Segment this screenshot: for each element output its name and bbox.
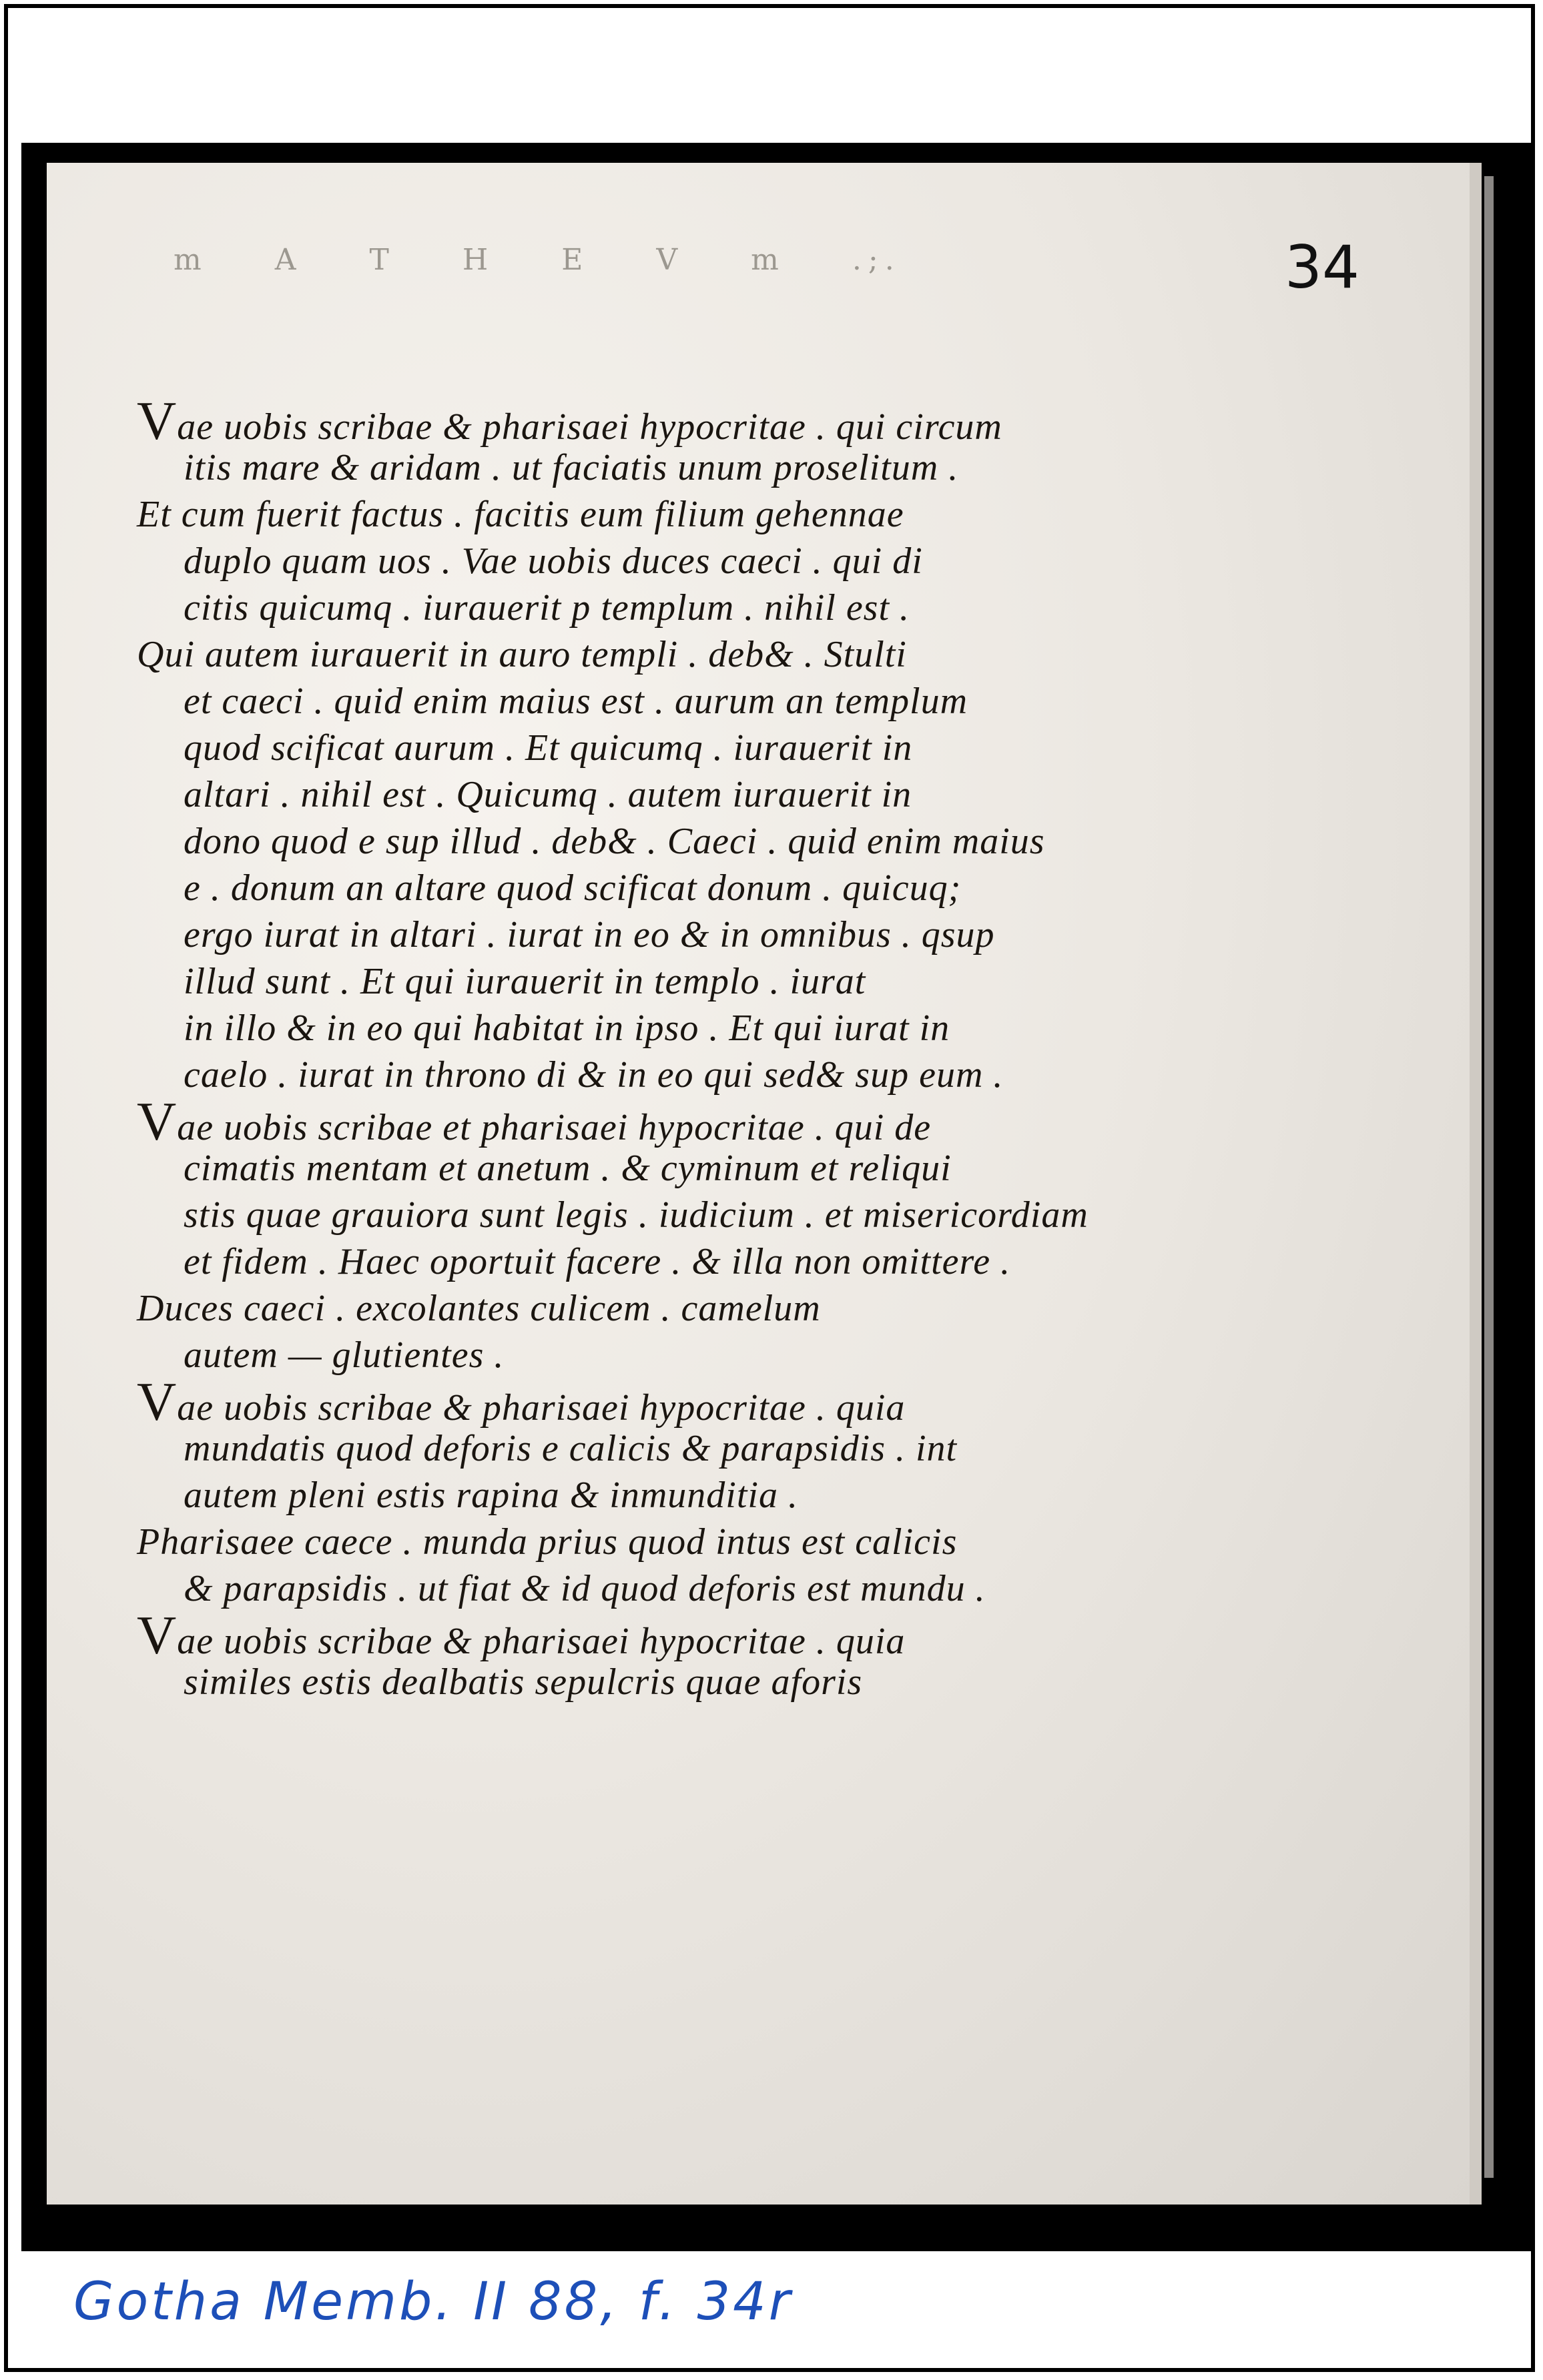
line-text: in illo & in eo qui habitat in ipso . Et qui iurat in	[184, 1008, 950, 1049]
line-text: cimatis mentam et anetum . & cyminum et reliqui	[184, 1148, 952, 1189]
manuscript-line	[137, 725, 1205, 771]
line-text: et caeci . quid enim maius est . aurum an templum	[184, 681, 968, 722]
manuscript-line	[137, 678, 1205, 725]
manuscript-line	[137, 1285, 1205, 1332]
running-head	[174, 243, 901, 277]
manuscript-line	[137, 1145, 1205, 1192]
manuscript-line	[137, 444, 1205, 491]
line-text: ergo iurat in altari . iurat in eo & in omnibus . qsup	[184, 914, 995, 955]
manuscript-line	[137, 1425, 1205, 1472]
line-text: ae uobis scribae & pharisaei hypocritae . qui circum	[177, 406, 1002, 448]
manuscript-line	[137, 818, 1205, 865]
manuscript-line	[137, 1091, 1205, 1152]
running-head-letter: T	[369, 243, 396, 277]
manuscript-line	[137, 911, 1205, 958]
manuscript-line	[137, 865, 1205, 911]
line-text: itis mare & aridam . ut faciatis unum proselitum .	[184, 447, 959, 488]
line-text: Pharisaee caece . munda prius quod intus est calicis	[137, 1521, 958, 1563]
running-head-letter: m	[751, 243, 786, 277]
line-text: et fidem . Haec oportuit facere . & illa non omittere .	[184, 1241, 1011, 1282]
manuscript-photograph	[21, 143, 1532, 2251]
running-head-letter: V	[656, 243, 685, 277]
manuscript-line	[137, 958, 1205, 1005]
initial-letter: V	[137, 1371, 178, 1432]
line-text: illud sunt . Et qui iurauerit in templo . iurat	[184, 961, 866, 1002]
line-text: ae uobis scribae & pharisaei hypocritae . quia	[177, 1621, 906, 1662]
manuscript-line	[137, 1605, 1205, 1665]
photo-frame	[4, 4, 1535, 2372]
manuscript-line	[137, 1519, 1205, 1565]
line-text: mundatis quod deforis e calicis & parapsidis . int	[184, 1428, 958, 1469]
manuscript-line	[137, 771, 1205, 818]
manuscript-line	[137, 1005, 1205, 1052]
initial-letter: V	[137, 1605, 178, 1665]
line-text: autem pleni estis rapina & inmunditia .	[184, 1475, 798, 1516]
manuscript-line	[137, 1565, 1205, 1612]
manuscript-line	[137, 538, 1205, 584]
line-text: ae uobis scribae et pharisaei hypocritae . qui de	[177, 1107, 932, 1148]
running-head-letter: .;.	[852, 243, 901, 277]
line-text: citis quicumq . iurauerit p templum . nihil est .	[184, 587, 910, 629]
line-text: altari . nihil est . Quicumq . autem iurauerit in	[184, 774, 912, 815]
manuscript-line	[137, 1052, 1205, 1098]
manuscript-line	[137, 1472, 1205, 1519]
manuscript-line	[137, 390, 1205, 451]
initial-letter: V	[137, 390, 178, 451]
manuscript-line	[137, 631, 1205, 678]
running-head-letter: E	[561, 243, 590, 277]
line-text: duplo quam uos . Vae uobis duces caeci . qui di	[184, 540, 923, 582]
folio-number: 34	[1285, 233, 1359, 302]
line-text: dono quod e sup illud . deb& . Caeci . quid enim maius	[184, 821, 1045, 862]
line-text: Duces caeci . excolantes culicem . camelum	[137, 1288, 821, 1329]
line-text: autem — glutientes .	[184, 1334, 505, 1376]
initial-letter: V	[137, 1091, 178, 1152]
archive-caption: Gotha Memb. II 88, f. 34r	[73, 2272, 793, 2332]
line-text: quod scificat aurum . Et quicumq . iurauerit in	[184, 727, 913, 769]
line-text: caelo . iurat in throno di & in eo qui sed& sup eum .	[184, 1054, 1004, 1096]
manuscript-line	[137, 1192, 1205, 1238]
vellum-page	[47, 163, 1482, 2205]
manuscript-line	[137, 584, 1205, 631]
manuscript-line	[137, 1238, 1205, 1285]
manuscript-text-block	[137, 390, 1205, 1705]
line-text: Et cum fuerit factus . facitis eum filium gehennae	[137, 494, 904, 535]
line-text: & parapsidis . ut fiat & id quod deforis est mundu .	[184, 1568, 986, 1609]
running-head-letter: m	[174, 243, 208, 277]
running-head-letter: H	[462, 243, 495, 277]
manuscript-line	[137, 1332, 1205, 1378]
manuscript-line	[137, 1371, 1205, 1432]
manuscript-line	[137, 491, 1205, 538]
line-text: e . donum an altare quod scificat donum . quicuq;	[184, 867, 962, 909]
line-text: ae uobis scribae & pharisaei hypocritae . quia	[177, 1387, 906, 1429]
manuscript-line	[137, 1659, 1205, 1705]
line-text: Qui autem iurauerit in auro templi . deb& . Stulti	[137, 634, 907, 675]
line-text: similes estis dealbatis sepulcris quae aforis	[184, 1661, 863, 1703]
line-text: stis quae grauiora sunt legis . iudicium . et misericordiam	[184, 1194, 1089, 1236]
running-head-letter: A	[274, 243, 303, 277]
